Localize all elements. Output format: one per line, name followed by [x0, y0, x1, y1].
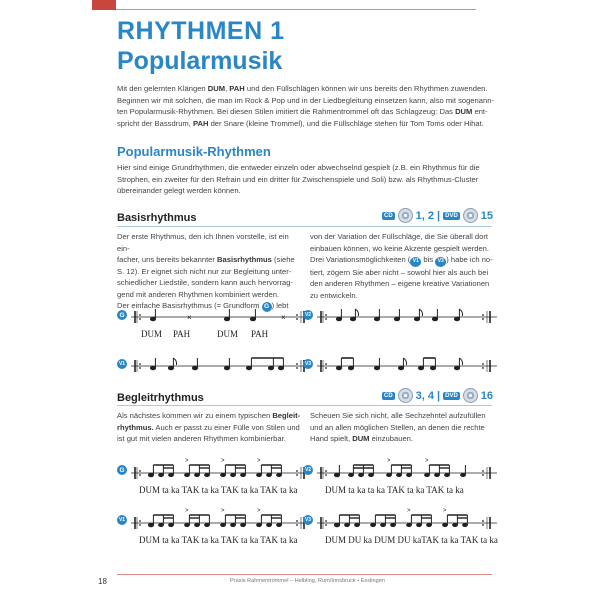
cd-tracks: 3, 4 — [415, 389, 435, 402]
basis-right-text: von der Variation der Füllschläge, die Sie überall dort einbauen können, wo keine Akzente gespielt werden. Drei Variationsmöglichkeiten ( V1 bis V3 ) habe ich no- tiert, zögern Sie aber nicht – sowohl hier als auch bei den anderen Rhythmen – eigene kreative Variationen zu entwickeln. — [310, 232, 493, 300]
marker-v3-icon: V3 — [435, 257, 446, 267]
begleit-right-text: Scheuen Sie sich nicht, alle Sechzehntel aufzufüllen und an allen möglichen Stellen, an denen die rechte Hand spielt, DUM einzubauen. — [310, 411, 486, 443]
svg-text:>: > — [425, 458, 429, 464]
dvd-disc-icon — [463, 388, 478, 403]
syllable-line: DUM ta ka TAK ta ka TAK ta ka TAK ta ka — [139, 535, 298, 545]
syllable: DUM — [141, 329, 163, 339]
page-title: RHYTHMEN 1 — [117, 17, 285, 45]
dvd-track: 15 — [480, 209, 494, 222]
page-subtitle: Popularmusik — [117, 47, 283, 75]
dvd-track: 16 — [480, 389, 494, 402]
svg-text:>: > — [185, 458, 189, 464]
dvd-label: DVD — [445, 212, 458, 219]
svg-text:>: > — [257, 508, 261, 514]
begleit-rule — [117, 405, 492, 406]
svg-text:×: × — [281, 313, 286, 322]
basis-rule — [117, 226, 492, 227]
svg-text:>: > — [221, 508, 225, 514]
rhythm-staff-svg — [131, 457, 313, 485]
svg-text:>: > — [407, 508, 411, 514]
cd-label: CD — [384, 212, 393, 219]
staff-marker: V2 — [304, 312, 312, 318]
svg-text:×: × — [187, 313, 192, 322]
svg-text:>: > — [185, 508, 189, 514]
intro-paragraph: Mit den gelernten Klängen DUM, PAH und den Füllschlägen können wir uns bereits den Rhythmen zuwenden. Beginnen wir mit solchen, die man im Rock & Pop und in der Liedbegleitung einsetzen kann, also mit sogenann- ten Popularmusik-Rhythmen. Bei diesen Stilen imitiert die Rahmentrommel oft das Schlagzeug: Das DUM ent- spricht der Bassdrum, PAH der Snare (kleine Trommel), und die Füllschläge stehen für Tom Toms oder Hihat. — [117, 84, 494, 128]
svg-text:>: > — [387, 458, 391, 464]
top-rule — [116, 9, 476, 10]
staff-marker: V3 — [304, 517, 312, 523]
staff-marker: V1 — [118, 361, 126, 367]
syllable-line: DUM ta ka TAK ta ka TAK ta ka TAK ta ka — [139, 485, 298, 495]
footer-rule — [117, 574, 492, 575]
basis-heading: Basisrhythmus — [117, 212, 197, 224]
rhythm-staff-svg — [131, 306, 313, 328]
cd-disc-icon — [398, 388, 413, 403]
staff-marker: G — [117, 465, 127, 475]
syllable: PAH — [173, 329, 191, 339]
dvd-label: DVD — [445, 392, 458, 399]
separator: | — [437, 389, 441, 402]
staff-marker: V3 — [304, 361, 312, 367]
staff-marker: V2 — [304, 467, 312, 473]
dvd-disc-icon — [463, 208, 478, 223]
syllable-line: DUM DU ka DUM DU kaTAK ta ka TAK ta ka — [325, 535, 498, 545]
rhythm-staff-svg — [131, 355, 313, 377]
syllable: DUM — [217, 329, 239, 339]
staff-marker: G — [117, 310, 127, 320]
rhythm-staff-svg — [317, 457, 499, 485]
marker-g-icon: G — [262, 302, 272, 312]
rhythm-staff-svg — [317, 507, 499, 535]
begleit-heading: Begleitrhythmus — [117, 392, 204, 404]
corner-tab — [92, 0, 116, 10]
separator: | — [437, 209, 441, 222]
svg-text:>: > — [443, 508, 447, 514]
rhythm-staff-svg — [317, 306, 499, 328]
footer-text: Praxis Rahmentrommel – Helbling, Rum/Innsbruck • Esslingen — [230, 578, 385, 584]
rhythm-staff-svg — [317, 355, 499, 377]
begleit-left-text: Als nächstes kommen wir zu einem typischen Begleit- rhythmus. Auch er passt zu einer Fülle von Stilen und ist gut mit vielen anderen Rhythmen kombinierbar. — [117, 411, 301, 443]
rhythm-staff-svg — [131, 507, 313, 535]
cd-label: CD — [384, 392, 393, 399]
basis-media-refs — [382, 208, 493, 223]
cd-disc-icon — [398, 208, 413, 223]
begleit-media-refs — [382, 388, 493, 403]
cd-tracks: 1, 2 — [415, 209, 435, 222]
svg-text:>: > — [221, 458, 225, 464]
page-number: 18 — [98, 577, 107, 586]
syllable-line: DUM ta ka ta ka TAK ta ka TAK ta ka — [325, 485, 464, 495]
syllable: PAH — [251, 329, 269, 339]
marker-v1-icon: V1 — [410, 257, 421, 267]
svg-text:>: > — [257, 458, 261, 464]
staff-marker: V1 — [118, 517, 126, 523]
basis-left-text: Der erste Rhythmus, den ich Ihnen vorstelle, ist ein ein- facher, uns bereits bekannter Basisrhythmus (siehe S. 12). Er eignet sich nicht nur zur Begleitung unter- schiedlicher Liedstile, sondern kann auch hervorrag- gend mit anderen Rhythmen kombiniert werden. Der einfache Basisrhythmus (= Grundform G ) lebt — [117, 232, 295, 310]
section-paragraph: Hier sind einige Grundrhythmen, die entweder einzeln oder abwechselnd gespielt (z.B. ein Rhythmus für die Strophen, ein zweiter für den Refrain und ein dritter für Zwischenspiele und Soli) bzw. als Rhythmus-Cluster übereinander gelegt werden können. — [117, 163, 480, 195]
section-heading: Popularmusik-Rhythmen — [117, 144, 271, 159]
